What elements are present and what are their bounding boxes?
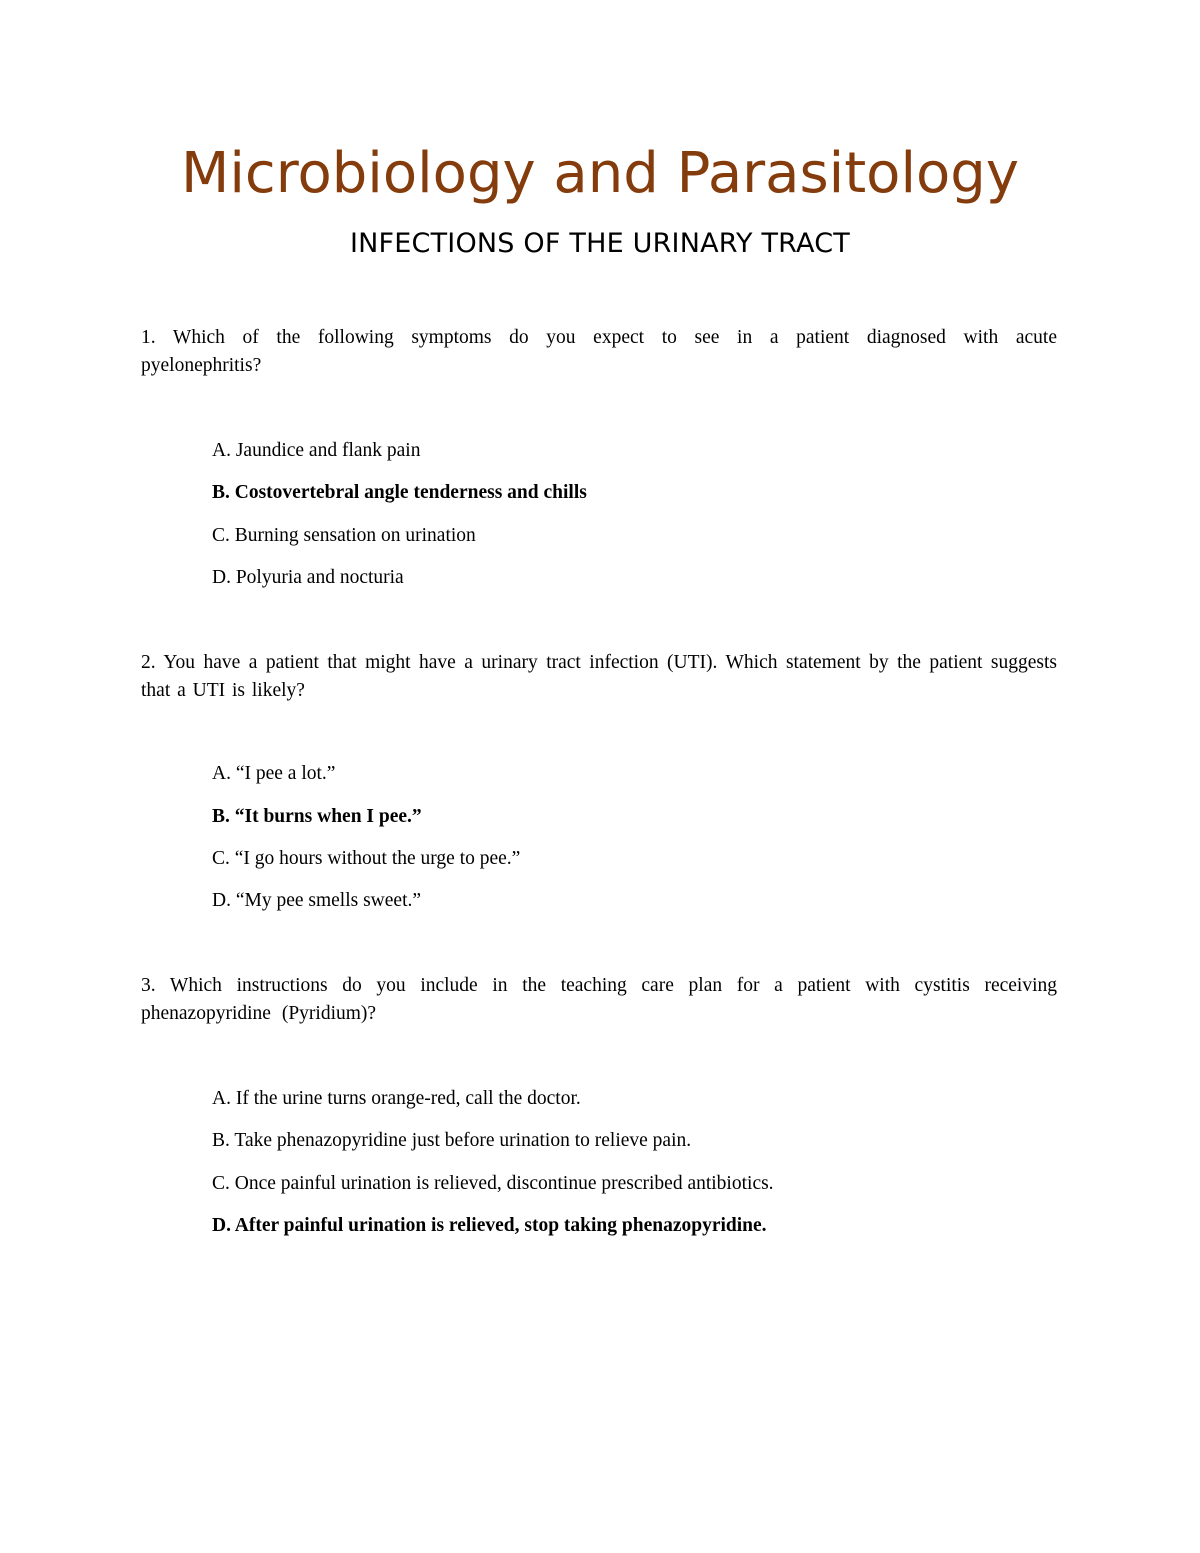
question-2-option-c: C. “I go hours without the urge to pee.”: [212, 848, 521, 869]
question-2-option-d: D. “My pee smells sweet.”: [212, 890, 422, 911]
question-2-text: 2. You have a patient that might have a urinary tract infection (UTI). Which statement by the patient suggests that a UTI is likely?: [141, 652, 1057, 701]
question-1-option-a: A. Jaundice and flank pain: [212, 440, 421, 461]
question-1-option-c: C. Burning sensation on urination: [212, 525, 476, 546]
question-3-option-a: A. If the urine turns orange-red, call the doctor.: [212, 1088, 581, 1109]
question-1-option-d: D. Polyuria and nocturia: [212, 567, 404, 588]
question-1-option-b-answer: B. Costovertebral angle tenderness and chills: [212, 482, 587, 503]
question-2-option-a: A. “I pee a lot.”: [212, 763, 336, 784]
question-3-option-c: C. Once painful urination is relieved, discontinue prescribed antibiotics.: [212, 1173, 774, 1194]
question-3-option-b: B. Take phenazopyridine just before urination to relieve pain.: [212, 1130, 692, 1151]
question-3-text: 3. Which instructions do you include in the teaching care plan for a patient with cystitis receiving phenazopyridine (Pyridium)?: [141, 975, 1057, 1024]
document-subtitle: INFECTIONS OF THE URINARY TRACT: [350, 228, 850, 259]
document-title: Microbiology and Parasitology: [181, 141, 1019, 206]
question-3-option-d-answer: D. After painful urination is relieved, stop taking phenazopyridine.: [212, 1215, 767, 1236]
question-2-option-b-answer: B. “It burns when I pee.”: [212, 806, 422, 827]
question-1-text: 1. Which of the following symptoms do you expect to see in a patient diagnosed with acute pyelonephritis?: [141, 327, 1057, 376]
